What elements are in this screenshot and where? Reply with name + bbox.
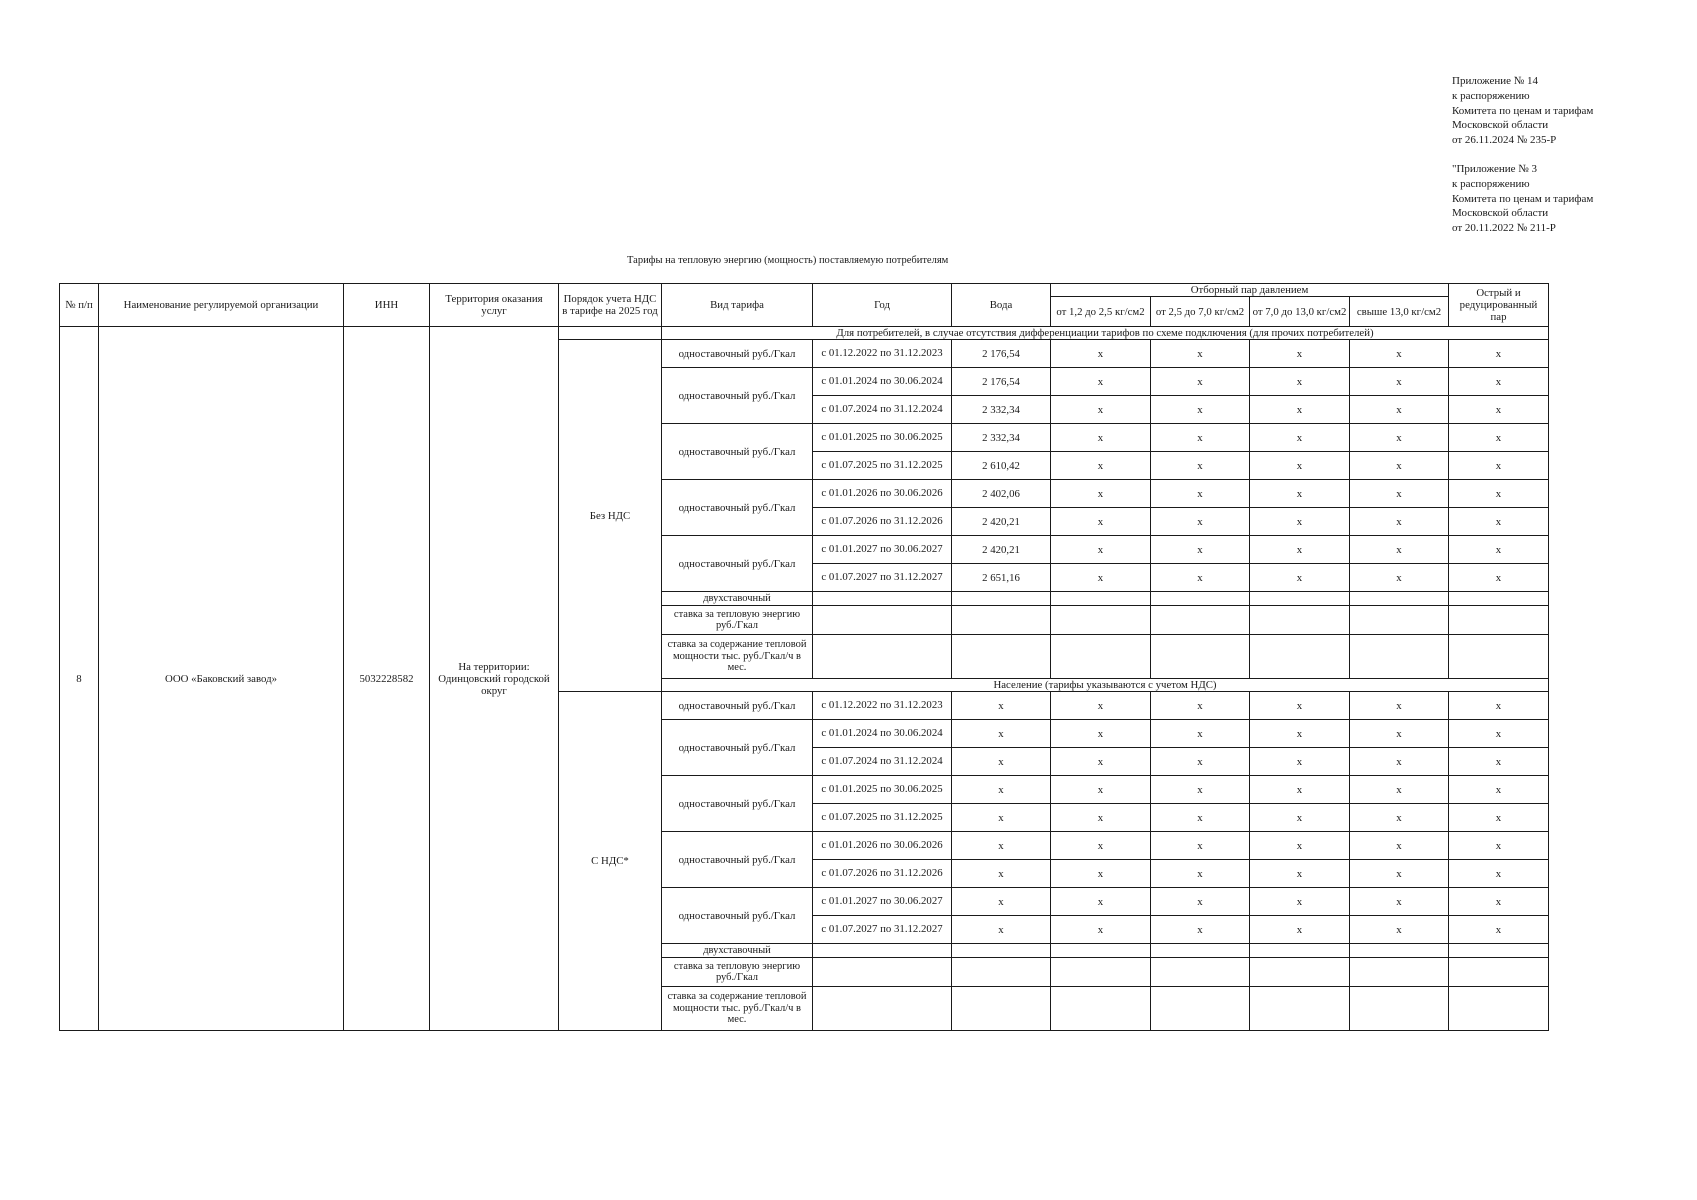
sharp-steam-cell: x [1449, 480, 1549, 508]
steam-cell: x [1350, 536, 1449, 564]
steam-cell: x [1151, 396, 1250, 424]
col-header-territory: Территория оказания услуг [430, 284, 559, 327]
water-cell: x [952, 748, 1051, 776]
water-cell: x [952, 692, 1051, 720]
sharp-steam-cell: x [1449, 748, 1549, 776]
steam-cell: x [1350, 776, 1449, 804]
col-header-org: Наименование регулируемой организации [99, 284, 344, 327]
steam-cell: x [1350, 860, 1449, 888]
steam-cell: x [1051, 480, 1151, 508]
sharp-steam-cell: x [1449, 452, 1549, 480]
steam-cell: x [1350, 508, 1449, 536]
capacity-rate-label: ставка за содержание тепловой мощности тыс. руб./Гкал/ч в мес. [662, 987, 813, 1031]
sharp-steam-cell: x [1449, 564, 1549, 592]
period-cell: с 01.07.2027 по 31.12.2027 [813, 564, 952, 592]
water-cell: x [952, 832, 1051, 860]
steam-cell: x [1151, 916, 1250, 944]
period-cell: с 01.07.2024 по 31.12.2024 [813, 748, 952, 776]
vat-label: Без НДС [559, 340, 662, 692]
steam-cell: x [1151, 536, 1250, 564]
water-cell: 2 176,54 [952, 340, 1051, 368]
appendix-note [1452, 74, 1593, 236]
org-name: ООО «Баковский завод» [99, 327, 344, 1031]
steam-cell: x [1051, 776, 1151, 804]
steam-cell: x [1051, 720, 1151, 748]
steam-cell: x [1350, 832, 1449, 860]
sharp-steam-cell: x [1449, 720, 1549, 748]
steam-cell: x [1051, 860, 1151, 888]
water-cell: 2 332,34 [952, 424, 1051, 452]
steam-cell: x [1250, 396, 1350, 424]
section-heading: Население (тарифы указываются с учетом НДС) [662, 679, 1549, 692]
col-header-num: № п/п [60, 284, 99, 327]
steam-cell: x [1151, 832, 1250, 860]
water-cell: 2 651,16 [952, 564, 1051, 592]
water-cell: 2 420,21 [952, 508, 1051, 536]
steam-cell: x [1051, 692, 1151, 720]
steam-cell: x [1350, 452, 1449, 480]
period-cell: с 01.07.2026 по 31.12.2026 [813, 508, 952, 536]
col-header-tariff-type: Вид тарифа [662, 284, 813, 327]
steam-cell: x [1151, 424, 1250, 452]
steam-cell: x [1151, 748, 1250, 776]
steam-cell: x [1151, 804, 1250, 832]
steam-cell: x [1250, 888, 1350, 916]
steam-cell: x [1051, 368, 1151, 396]
period-cell: с 01.01.2027 по 30.06.2027 [813, 888, 952, 916]
water-cell: 2 332,34 [952, 396, 1051, 424]
steam-cell: x [1250, 860, 1350, 888]
water-cell: x [952, 720, 1051, 748]
steam-cell: x [1151, 720, 1250, 748]
steam-cell: x [1250, 720, 1350, 748]
steam-cell: x [1051, 804, 1151, 832]
appendix-line: к распоряжению [1452, 177, 1530, 190]
water-cell: x [952, 776, 1051, 804]
tariff-type: одноставочный руб./Гкал [662, 720, 813, 776]
period-cell: с 01.07.2027 по 31.12.2027 [813, 916, 952, 944]
period-cell: с 01.01.2024 по 30.06.2024 [813, 368, 952, 396]
period-cell: с 01.07.2026 по 31.12.2026 [813, 860, 952, 888]
steam-cell: x [1350, 396, 1449, 424]
period-cell: с 01.01.2025 по 30.06.2025 [813, 424, 952, 452]
steam-cell: x [1151, 340, 1250, 368]
steam-cell: x [1051, 832, 1151, 860]
tariff-type: одноставочный руб./Гкал [662, 776, 813, 832]
vat-label: С НДС* [559, 692, 662, 1031]
period-cell: с 01.01.2027 по 30.06.2027 [813, 536, 952, 564]
steam-cell: x [1250, 748, 1350, 776]
water-cell: x [952, 916, 1051, 944]
steam-cell: x [1250, 916, 1350, 944]
steam-cell: x [1051, 888, 1151, 916]
water-cell: 2 402,06 [952, 480, 1051, 508]
steam-cell: x [1250, 340, 1350, 368]
steam-cell: x [1051, 452, 1151, 480]
steam-cell: x [1051, 340, 1151, 368]
appendix-line: "Приложение № 3 [1452, 162, 1538, 175]
steam-cell: x [1350, 804, 1449, 832]
appendix-line: от 26.11.2024 № 235-Р [1452, 134, 1557, 147]
tariff-type: одноставочный руб./Гкал [662, 888, 813, 944]
document-title: Тарифы на тепловую энергию (мощность) поставляемую потребителям [627, 255, 949, 266]
col-header-steam-1: от 1,2 до 2,5 кг/см2 [1051, 297, 1151, 327]
water-cell: 2 420,21 [952, 536, 1051, 564]
two-part-label: двухставочный [662, 592, 813, 606]
steam-cell: x [1151, 368, 1250, 396]
col-header-sharp-steam: Острый и редуцированный пар [1449, 284, 1549, 327]
col-header-steam-3: от 7,0 до 13,0 кг/см2 [1250, 297, 1350, 327]
tariff-type: одноставочный руб./Гкал [662, 368, 813, 424]
tariff-table [59, 283, 1549, 1031]
steam-cell: x [1350, 720, 1449, 748]
sharp-steam-cell: x [1449, 536, 1549, 564]
steam-cell: x [1250, 804, 1350, 832]
col-header-inn: ИНН [344, 284, 430, 327]
steam-cell: x [1051, 508, 1151, 536]
period-cell: с 01.07.2025 по 31.12.2025 [813, 804, 952, 832]
water-cell: 2 610,42 [952, 452, 1051, 480]
appendix-line: от 20.11.2022 № 211-Р [1452, 222, 1556, 235]
sharp-steam-cell: x [1449, 396, 1549, 424]
sharp-steam-cell: x [1449, 692, 1549, 720]
col-header-steam-4: свыше 13,0 кг/см2 [1350, 297, 1449, 327]
sharp-steam-cell: x [1449, 424, 1549, 452]
water-cell: x [952, 888, 1051, 916]
steam-cell: x [1051, 916, 1151, 944]
sharp-steam-cell: x [1449, 368, 1549, 396]
steam-cell: x [1250, 832, 1350, 860]
tariff-type: одноставочный руб./Гкал [662, 424, 813, 480]
steam-cell: x [1250, 424, 1350, 452]
sharp-steam-cell: x [1449, 832, 1549, 860]
tariff-type: одноставочный руб./Гкал [662, 536, 813, 592]
org-number: 8 [60, 327, 99, 1031]
appendix-line: Московской области [1452, 207, 1549, 220]
steam-cell: x [1350, 888, 1449, 916]
water-cell: 2 176,54 [952, 368, 1051, 396]
tariff-type: одноставочный руб./Гкал [662, 340, 813, 368]
steam-cell: x [1350, 424, 1449, 452]
steam-cell: x [1151, 888, 1250, 916]
steam-cell: x [1250, 692, 1350, 720]
appendix-line: Комитета по ценам и тарифам [1452, 192, 1594, 205]
col-header-year: Год [813, 284, 952, 327]
steam-cell: x [1250, 776, 1350, 804]
sharp-steam-cell: x [1449, 860, 1549, 888]
steam-cell: x [1250, 368, 1350, 396]
steam-cell: x [1051, 396, 1151, 424]
appendix-line: к распоряжению [1452, 89, 1530, 102]
steam-cell: x [1051, 748, 1151, 776]
sharp-steam-cell: x [1449, 508, 1549, 536]
period-cell: с 01.01.2026 по 30.06.2026 [813, 480, 952, 508]
steam-cell: x [1151, 564, 1250, 592]
steam-cell: x [1151, 692, 1250, 720]
tariff-type: одноставочный руб./Гкал [662, 480, 813, 536]
steam-cell: x [1151, 776, 1250, 804]
sharp-steam-cell: x [1449, 916, 1549, 944]
period-cell: с 01.12.2022 по 31.12.2023 [813, 692, 952, 720]
water-cell: x [952, 860, 1051, 888]
steam-cell: x [1350, 748, 1449, 776]
steam-cell: x [1350, 480, 1449, 508]
section-heading: Для потребителей, в случае отсутствия дифференциации тарифов по схеме подключения (для прочих потребителей) [662, 327, 1549, 340]
steam-cell: x [1051, 536, 1151, 564]
org-territory: На территории: Одинцовский городской округ [430, 327, 559, 1031]
steam-cell: x [1151, 860, 1250, 888]
sharp-steam-cell: x [1449, 340, 1549, 368]
tariff-type: одноставочный руб./Гкал [662, 832, 813, 888]
appendix-line: Московской области [1452, 119, 1549, 132]
steam-cell: x [1051, 564, 1151, 592]
sharp-steam-cell: x [1449, 888, 1549, 916]
steam-cell: x [1151, 480, 1250, 508]
col-header-steam-2: от 2,5 до 7,0 кг/см2 [1151, 297, 1250, 327]
steam-cell: x [1350, 692, 1449, 720]
appendix-line: Приложение № 14 [1452, 75, 1539, 87]
two-part-label: двухставочный [662, 944, 813, 958]
period-cell: с 01.07.2025 по 31.12.2025 [813, 452, 952, 480]
col-header-vat: Порядок учета НДС в тарифе на 2025 год [559, 284, 662, 327]
steam-cell: x [1250, 536, 1350, 564]
steam-cell: x [1250, 508, 1350, 536]
steam-cell: x [1250, 564, 1350, 592]
tariff-type: одноставочный руб./Гкал [662, 692, 813, 720]
water-cell: x [952, 804, 1051, 832]
sharp-steam-cell: x [1449, 776, 1549, 804]
col-header-steam-group: Отборный пар давлением [1051, 284, 1449, 297]
energy-rate-label: ставка за тепловую энергию руб./Гкал [662, 958, 813, 987]
steam-cell: x [1051, 424, 1151, 452]
appendix-line: Комитета по ценам и тарифам [1452, 104, 1594, 117]
steam-cell: x [1350, 340, 1449, 368]
sharp-steam-cell: x [1449, 804, 1549, 832]
steam-cell: x [1151, 452, 1250, 480]
period-cell: с 01.01.2025 по 30.06.2025 [813, 776, 952, 804]
org-inn: 5032228582 [344, 327, 430, 1031]
period-cell: с 01.01.2026 по 30.06.2026 [813, 832, 952, 860]
period-cell: с 01.12.2022 по 31.12.2023 [813, 340, 952, 368]
steam-cell: x [1250, 480, 1350, 508]
steam-cell: x [1250, 452, 1350, 480]
period-cell: с 01.01.2024 по 30.06.2024 [813, 720, 952, 748]
steam-cell: x [1350, 916, 1449, 944]
capacity-rate-label: ставка за содержание тепловой мощности тыс. руб./Гкал/ч в мес. [662, 635, 813, 679]
period-cell: с 01.07.2024 по 31.12.2024 [813, 396, 952, 424]
steam-cell: x [1350, 368, 1449, 396]
steam-cell: x [1350, 564, 1449, 592]
steam-cell: x [1151, 508, 1250, 536]
energy-rate-label: ставка за тепловую энергию руб./Гкал [662, 606, 813, 635]
col-header-water: Вода [952, 284, 1051, 327]
